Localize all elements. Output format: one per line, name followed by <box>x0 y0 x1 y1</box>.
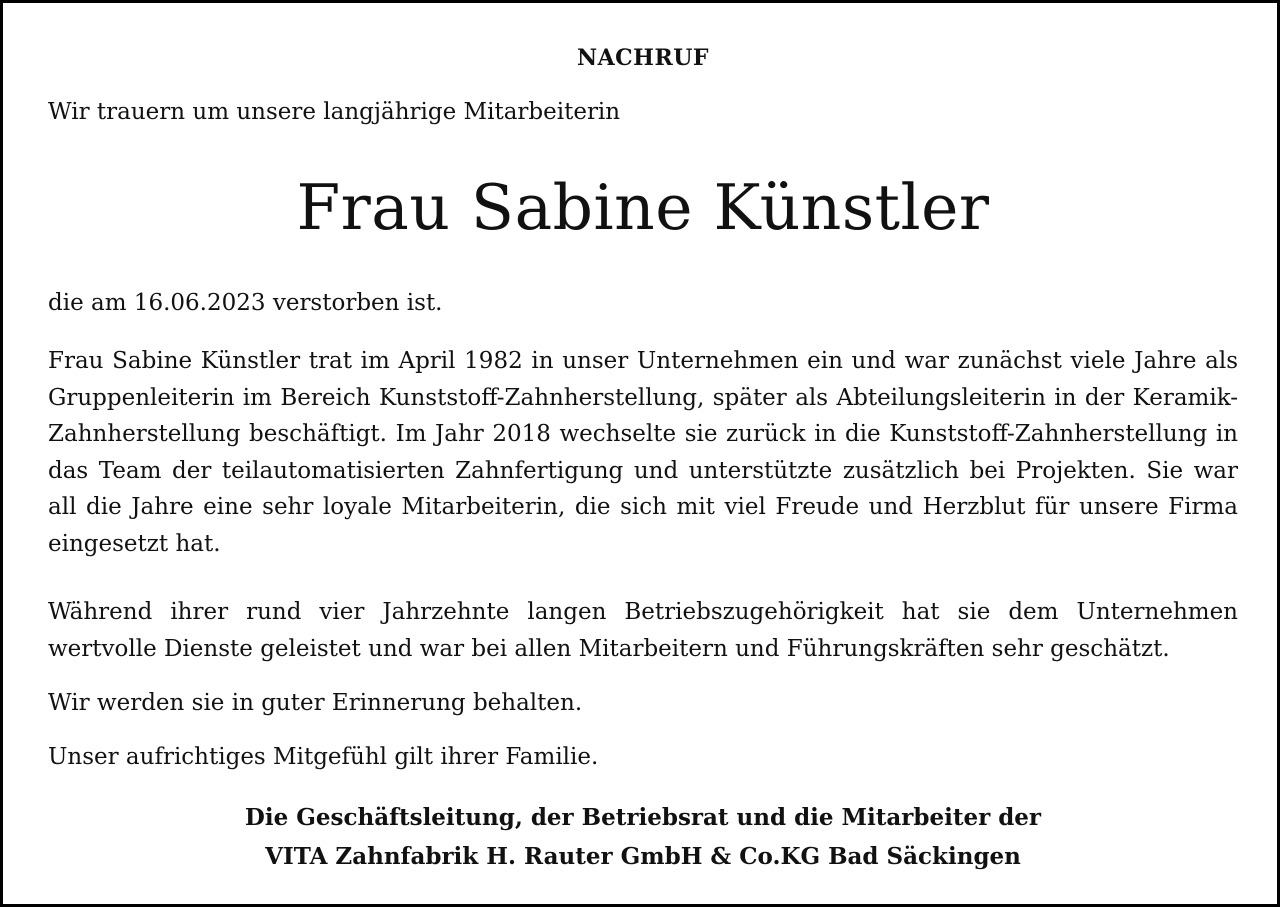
deceased-name: Frau Sabine Künstler <box>296 171 990 244</box>
notice-heading: NACHRUF <box>576 45 710 71</box>
signature-line-1: Die Geschäftsleitung, der Betriebsrat und die Mitarbeiter der <box>244 804 1042 831</box>
intro-line: Wir trauern um unsere langjährige Mitarbeiterin <box>48 99 621 125</box>
date-of-death-line: die am 16.06.2023 verstorben ist. <box>48 290 443 316</box>
condolence-line: Unser aufrichtiges Mitgefühl gilt ihrer Familie. <box>48 744 599 770</box>
career-paragraph: Frau Sabine Künstler trat im April 1982 in unser Unternehmen ein und war zunächst viele Jahre als Gruppenleiterin im Bereich Kunststoff-Zahnherstellung, später als Abteilungsleiterin in der Keramik-Zahnherstellung beschäftigt. Im Jahr 2018 wechselte sie zurück in die Kunststoff-Zahnherstellung in das Team der teilautomatisierten Zahnfertigung und unterstützte zusätzlich bei Projekten. Sie war all die Jahre eine sehr loyale Mitarbeiterin, die sich mit viel Freude und Herzblut für unsere Firma eingesetzt hat. <box>48 348 1238 557</box>
remembrance-line: Wir werden sie in guter Erinnerung behalten. <box>48 690 583 716</box>
tribute-paragraph: Während ihrer rund vier Jahrzehnte langen Betriebszugehörigkeit hat sie dem Unternehmen wertvolle Dienste geleistet und war bei allen Mitarbeitern und Führungskräften sehr geschätzt. <box>48 599 1238 662</box>
signature-line-2: VITA Zahnfabrik H. Rauter GmbH & Co.KG Bad Säckingen <box>265 843 1021 870</box>
